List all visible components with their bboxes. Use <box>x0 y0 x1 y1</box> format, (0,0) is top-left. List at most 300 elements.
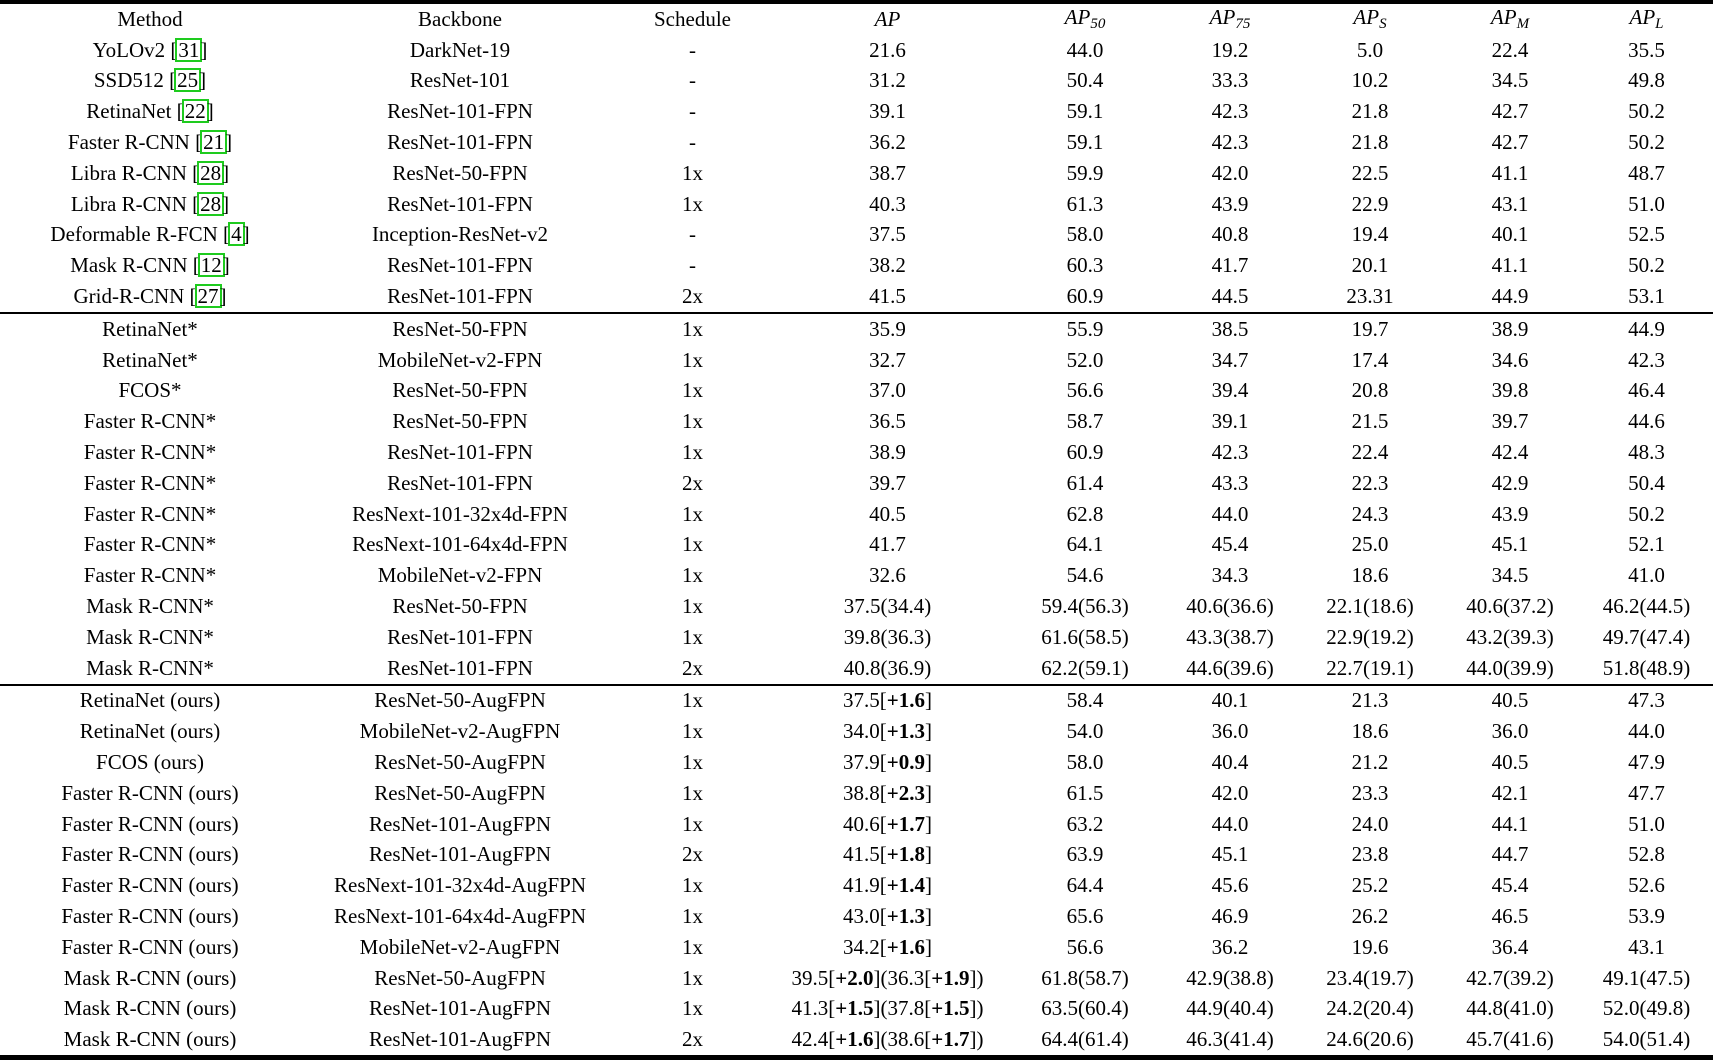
cell-ap75: 41.7 <box>1211 253 1249 278</box>
cell-ap-m: 43.2(39.3) <box>1466 624 1554 649</box>
cell-method: Faster R-CNN* <box>83 563 217 588</box>
cell-ap50: 59.1 <box>1066 99 1104 124</box>
cell-schedule: 1x <box>682 624 703 649</box>
cell-method: Faster R-CNN [21] <box>67 130 233 155</box>
cell-backbone: ResNet-50-FPN <box>392 160 528 185</box>
cell-ap: 34.2[+1.6] <box>843 934 932 959</box>
cell-ap-s: 24.3 <box>1351 501 1389 526</box>
table-row <box>0 716 1713 747</box>
cell-schedule: 2x <box>682 284 703 309</box>
table-row <box>0 437 1713 468</box>
cell-ap75: 40.6(36.6) <box>1186 594 1274 619</box>
cell-method: Mask R-CNN* <box>86 594 214 619</box>
cell-ap-l: 49.7(47.4) <box>1602 624 1691 649</box>
cell-ap50: 54.0 <box>1066 719 1104 744</box>
column-header-method: Method <box>117 6 183 31</box>
cell-backbone: ResNet-101-AugFPN <box>369 996 551 1021</box>
cell-ap-m: 44.7 <box>1491 842 1529 867</box>
cell-ap: 41.9[+1.4] <box>843 873 932 898</box>
cell-schedule: 1x <box>682 501 703 526</box>
cell-ap-m: 42.7(39.2) <box>1466 965 1554 990</box>
cell-ap50: 60.9 <box>1066 284 1104 309</box>
cell-ap-s: 22.5 <box>1351 160 1389 185</box>
column-header-ap-s: $AP_S$ <box>1353 5 1387 33</box>
cell-ap-m: 42.7 <box>1491 130 1529 155</box>
cell-ap-l: 51.8(48.9) <box>1602 655 1691 680</box>
cell-ap-s: 22.1(18.6) <box>1326 594 1414 619</box>
cell-ap50: 61.5 <box>1066 780 1104 805</box>
cell-ap-l: 52.0(49.8) <box>1602 996 1691 1021</box>
table-row <box>0 35 1713 66</box>
cell-ap50: 62.8 <box>1066 501 1104 526</box>
cell-ap-s: 21.8 <box>1351 130 1389 155</box>
cell-method: Faster R-CNN* <box>83 532 217 557</box>
cell-ap-l: 52.5 <box>1628 222 1665 247</box>
cell-ap-m: 45.7(41.6) <box>1466 1027 1554 1052</box>
cell-schedule: - <box>689 37 696 62</box>
cell-ap-m: 34.5 <box>1491 563 1529 588</box>
cell-ap: 36.5 <box>869 409 906 434</box>
cell-method: Mask R-CNN* <box>86 655 214 680</box>
cell-ap-l: 54.0(51.4) <box>1602 1027 1691 1052</box>
cell-ap-s: 22.9 <box>1351 191 1389 216</box>
cell-method: RetinaNet (ours) <box>79 719 221 744</box>
cell-schedule: 1x <box>682 750 703 775</box>
header-subscript: L <box>1655 16 1664 33</box>
table-row <box>0 747 1713 778</box>
cell-ap-s: 19.6 <box>1351 934 1389 959</box>
cell-ap50: 64.1 <box>1066 532 1104 557</box>
cell-backbone: ResNet-101-FPN <box>387 440 533 465</box>
cell-ap-s: 22.4 <box>1351 440 1389 465</box>
citation-link[interactable]: 4 <box>228 222 245 246</box>
cell-schedule: 1x <box>682 934 703 959</box>
cell-ap-l: 46.2(44.5) <box>1602 594 1691 619</box>
cell-ap-l: 44.0 <box>1628 719 1665 744</box>
citation-link[interactable]: 28 <box>197 161 224 185</box>
cell-ap: 39.5[+2.0](36.3[+1.9]) <box>791 965 984 990</box>
cell-ap-l: 44.9 <box>1628 316 1665 341</box>
cell-ap75: 43.9 <box>1211 191 1249 216</box>
cell-ap-s: 19.4 <box>1351 222 1389 247</box>
cell-ap-s: 21.3 <box>1351 688 1389 713</box>
cell-backbone: DarkNet-19 <box>409 37 511 62</box>
cell-ap75: 44.9(40.4) <box>1186 996 1274 1021</box>
cell-ap75: 44.6(39.6) <box>1186 655 1274 680</box>
cell-schedule: 1x <box>682 563 703 588</box>
cell-ap-s: 18.6 <box>1351 563 1389 588</box>
cell-ap: 40.5 <box>869 501 906 526</box>
cell-ap-m: 40.5 <box>1491 750 1529 775</box>
cell-ap50: 55.9 <box>1066 316 1104 341</box>
table-row <box>0 653 1713 685</box>
cell-ap: 37.5(34.4) <box>843 594 932 619</box>
cell-ap75: 45.6 <box>1211 873 1249 898</box>
cell-schedule: 2x <box>682 655 703 680</box>
cell-ap75: 43.3 <box>1211 470 1249 495</box>
cell-ap-m: 44.9 <box>1491 284 1529 309</box>
cell-ap-m: 34.6 <box>1491 347 1529 372</box>
cell-ap-m: 38.9 <box>1491 316 1529 341</box>
cell-ap-m: 42.9 <box>1491 470 1529 495</box>
table-row <box>0 932 1713 963</box>
cell-ap: 35.9 <box>869 316 906 341</box>
cell-schedule: 1x <box>682 378 703 403</box>
cell-ap-l: 48.7 <box>1628 160 1665 185</box>
table-row <box>0 530 1713 561</box>
cell-ap75: 44.0 <box>1211 501 1249 526</box>
cell-ap75: 42.3 <box>1211 440 1249 465</box>
cell-ap-l: 35.5 <box>1628 37 1665 62</box>
cell-backbone: ResNet-101-FPN <box>387 99 533 124</box>
citation-link[interactable]: 31 <box>175 38 202 62</box>
cell-ap-m: 42.1 <box>1491 780 1529 805</box>
table-row <box>0 468 1713 499</box>
cell-ap-l: 47.9 <box>1628 750 1665 775</box>
cell-ap75: 43.3(38.7) <box>1186 624 1274 649</box>
cell-ap75: 42.9(38.8) <box>1186 965 1274 990</box>
cell-ap75: 40.4 <box>1211 750 1249 775</box>
table-row <box>0 250 1713 281</box>
cell-method: Faster R-CNN* <box>83 409 217 434</box>
cell-backbone: ResNet-50-AugFPN <box>374 780 546 805</box>
cell-schedule: 1x <box>682 965 703 990</box>
cell-ap-m: 39.7 <box>1491 409 1529 434</box>
cell-ap50: 44.0 <box>1066 37 1104 62</box>
cell-backbone: ResNet-50-FPN <box>392 594 528 619</box>
cell-schedule: 1x <box>682 347 703 372</box>
cell-ap50: 65.6 <box>1066 904 1104 928</box>
table-row <box>0 127 1713 158</box>
cell-ap-m: 41.1 <box>1491 253 1529 278</box>
cell-ap50: 61.8(58.7) <box>1041 965 1129 990</box>
column-header-ap-l: $AP_L$ <box>1629 5 1664 33</box>
cell-ap-l: 51.0 <box>1628 191 1665 216</box>
table-row <box>0 499 1713 530</box>
cell-ap50: 63.2 <box>1066 811 1104 836</box>
cell-schedule: - <box>689 253 696 278</box>
cell-ap: 38.7 <box>869 160 906 185</box>
cell-ap-m: 44.1 <box>1491 811 1529 836</box>
cell-ap75: 34.3 <box>1211 563 1249 588</box>
cell-ap50: 58.7 <box>1066 409 1104 434</box>
cell-ap: 37.5 <box>869 222 906 247</box>
cell-ap-l: 53.9 <box>1628 904 1665 928</box>
cell-ap50: 50.4 <box>1066 68 1104 93</box>
cell-ap: 39.8(36.3) <box>843 624 932 649</box>
cell-ap: 32.6 <box>869 563 906 588</box>
cell-ap: 38.9 <box>869 440 906 465</box>
cell-schedule: 1x <box>682 996 703 1021</box>
cell-backbone: ResNet-101-FPN <box>387 655 533 680</box>
cell-ap-l: 42.3 <box>1628 347 1665 372</box>
cell-schedule: 1x <box>682 688 703 713</box>
cell-ap-s: 24.0 <box>1351 811 1389 836</box>
cell-schedule: 1x <box>682 160 703 185</box>
cell-ap50: 61.6(58.5) <box>1041 624 1129 649</box>
cell-schedule: 1x <box>682 191 703 216</box>
cell-backbone: ResNet-101-AugFPN <box>369 811 551 836</box>
cell-ap: 37.0 <box>869 378 906 403</box>
cell-backbone: ResNet-101-FPN <box>387 253 533 278</box>
cell-ap: 37.9[+0.9] <box>843 750 932 775</box>
citation-link[interactable]: 28 <box>197 192 224 216</box>
cell-ap50: 59.1 <box>1066 130 1104 155</box>
cell-schedule: 2x <box>682 842 703 867</box>
cell-method: Mask R-CNN (ours) <box>63 1027 237 1052</box>
cell-ap-s: 20.8 <box>1351 378 1389 403</box>
cell-ap-l: 50.2 <box>1628 99 1665 124</box>
cell-method: Faster R-CNN* <box>83 440 217 465</box>
cell-ap: 41.3[+1.5](37.8[+1.5]) <box>791 996 984 1021</box>
header-row <box>0 2 1713 35</box>
cell-ap-s: 22.3 <box>1351 470 1389 495</box>
cell-ap-m: 42.7 <box>1491 99 1529 124</box>
cell-ap-s: 20.1 <box>1351 253 1389 278</box>
cell-ap50: 54.6 <box>1066 563 1104 588</box>
cell-ap75: 40.8 <box>1211 222 1249 247</box>
cell-backbone: ResNext-101-64x4d-FPN <box>352 532 568 557</box>
cell-ap-s: 17.4 <box>1351 347 1389 372</box>
cell-backbone: ResNext-101-32x4d-FPN <box>352 501 568 526</box>
table-row <box>0 313 1713 345</box>
cell-ap-m: 44.8(41.0) <box>1466 996 1554 1021</box>
column-header-ap-m: $AP_M$ <box>1490 5 1530 33</box>
cell-ap-s: 25.0 <box>1351 532 1389 557</box>
cell-ap-s: 21.5 <box>1351 409 1389 434</box>
cell-ap50: 58.0 <box>1066 750 1104 775</box>
cell-ap-l: 50.4 <box>1628 470 1665 495</box>
table-row <box>0 840 1713 871</box>
cell-backbone: ResNet-101-FPN <box>387 470 533 495</box>
cell-ap: 37.5[+1.6] <box>843 688 932 713</box>
cell-backbone: ResNext-101-32x4d-AugFPN <box>334 873 586 898</box>
cell-schedule: - <box>689 130 696 155</box>
cell-ap-l: 49.8 <box>1628 68 1665 93</box>
cell-ap75: 36.2 <box>1211 934 1249 959</box>
cell-method: RetinaNet [22] <box>86 99 214 124</box>
cell-ap-m: 40.6(37.2) <box>1466 594 1554 619</box>
cell-ap50: 60.9 <box>1066 440 1104 465</box>
cell-backbone: ResNet-50-AugFPN <box>374 688 546 713</box>
cell-ap50: 52.0 <box>1066 347 1104 372</box>
cell-ap75: 46.9 <box>1211 904 1249 928</box>
table-row <box>0 66 1713 97</box>
cell-ap75: 46.3(41.4) <box>1186 1027 1274 1052</box>
cell-ap-l: 50.2 <box>1628 130 1665 155</box>
cell-method: Faster R-CNN (ours) <box>61 904 239 928</box>
cell-schedule: 1x <box>682 532 703 557</box>
cell-schedule: 1x <box>682 904 703 928</box>
column-header-ap: AP <box>874 6 901 31</box>
cell-schedule: - <box>689 222 696 247</box>
cell-schedule: 1x <box>682 873 703 898</box>
column-header-backbone: Backbone <box>418 6 502 31</box>
cell-ap50: 58.0 <box>1066 222 1104 247</box>
cell-method: SSD512 [25] <box>93 68 207 93</box>
cell-schedule: 1x <box>682 316 703 341</box>
cell-backbone: MobileNet-v2-FPN <box>377 347 543 372</box>
column-header-ap50: $AP_{50}$ <box>1064 5 1106 33</box>
cell-backbone: MobileNet-v2-AugFPN <box>359 719 561 744</box>
cell-method: YoLOv2 [31] <box>92 37 208 62</box>
cell-ap75: 44.5 <box>1211 284 1249 309</box>
citation-link[interactable]: 27 <box>195 284 222 308</box>
cell-ap-s: 25.2 <box>1351 873 1389 898</box>
table-row <box>0 96 1713 127</box>
cell-backbone: ResNet-50-AugFPN <box>374 750 546 775</box>
cell-method: Faster R-CNN (ours) <box>61 934 239 959</box>
cell-ap-m: 45.4 <box>1491 873 1529 898</box>
cell-ap50: 61.3 <box>1066 191 1104 216</box>
cell-method: FCOS (ours) <box>96 750 204 775</box>
table-row <box>0 1024 1713 1057</box>
cell-ap75: 36.0 <box>1211 719 1249 744</box>
table-row <box>0 778 1713 809</box>
cell-schedule: 1x <box>682 409 703 434</box>
column-header-ap75: $AP_{75}$ <box>1209 5 1251 33</box>
cell-ap-m: 42.4 <box>1491 440 1529 465</box>
cell-ap-s: 21.8 <box>1351 99 1389 124</box>
cell-ap: 36.2 <box>869 130 906 155</box>
cell-ap: 41.7 <box>869 532 906 557</box>
cell-ap-s: 21.2 <box>1351 750 1389 775</box>
cell-ap: 32.7 <box>869 347 906 372</box>
table-row <box>0 994 1713 1025</box>
table-row <box>0 622 1713 653</box>
table-row <box>0 189 1713 220</box>
header-subscript: 50 <box>1090 16 1106 33</box>
cell-ap-l: 48.3 <box>1628 440 1665 465</box>
cell-ap-l: 50.2 <box>1628 253 1665 278</box>
cell-ap75: 42.0 <box>1211 160 1249 185</box>
cell-ap-l: 49.1(47.5) <box>1602 965 1691 990</box>
cell-ap-m: 39.8 <box>1491 378 1529 403</box>
table-row <box>0 685 1713 717</box>
table-row <box>0 963 1713 994</box>
cell-ap50: 62.2(59.1) <box>1041 655 1129 680</box>
cell-schedule: 1x <box>682 811 703 836</box>
cell-ap-l: 52.6 <box>1628 873 1665 898</box>
cell-ap: 34.0[+1.3] <box>843 719 932 744</box>
cell-ap75: 33.3 <box>1211 68 1249 93</box>
cell-ap50: 59.9 <box>1066 160 1104 185</box>
table-row <box>0 809 1713 840</box>
cell-ap: 21.6 <box>869 37 906 62</box>
cell-ap-s: 24.2(20.4) <box>1326 996 1414 1021</box>
table-header <box>0 2 1713 35</box>
cell-ap-s: 18.6 <box>1351 719 1389 744</box>
cell-ap75: 39.1 <box>1211 409 1249 434</box>
cell-ap: 40.3 <box>869 191 906 216</box>
cell-schedule: 2x <box>682 470 703 495</box>
header-subscript: 75 <box>1235 16 1251 33</box>
cell-ap: 41.5[+1.8] <box>843 842 932 867</box>
cell-backbone: ResNet-101-FPN <box>387 191 533 216</box>
cell-backbone: MobileNet-v2-AugFPN <box>359 934 561 959</box>
cell-ap-l: 44.6 <box>1628 409 1665 434</box>
header-subscript: S <box>1379 16 1387 33</box>
cell-ap: 39.1 <box>869 99 906 124</box>
cell-method: Faster R-CNN* <box>83 501 217 526</box>
table-section-3 <box>0 685 1713 1058</box>
cell-ap: 42.4[+1.6](38.6[+1.7]) <box>791 1027 984 1052</box>
cell-method: FCOS* <box>118 378 182 403</box>
cell-backbone: ResNet-101-FPN <box>387 130 533 155</box>
cell-method: Mask R-CNN [12] <box>70 253 230 278</box>
cell-backbone: ResNet-101-FPN <box>387 284 533 309</box>
cell-ap75: 45.4 <box>1211 532 1249 557</box>
table-section-2 <box>0 313 1713 685</box>
cell-method: Faster R-CNN (ours) <box>61 842 239 867</box>
cell-ap75: 42.0 <box>1211 780 1249 805</box>
citation-link[interactable]: 12 <box>198 253 225 277</box>
cell-method: Faster R-CNN* <box>83 470 217 495</box>
cell-method: Libra R-CNN [28] <box>70 160 230 185</box>
cell-ap-m: 22.4 <box>1491 37 1529 62</box>
cell-ap-m: 43.1 <box>1491 191 1529 216</box>
cell-ap-l: 52.1 <box>1628 532 1665 557</box>
cell-ap-s: 23.8 <box>1351 842 1389 867</box>
cell-ap75: 44.0 <box>1211 811 1249 836</box>
cell-ap-s: 23.4(19.7) <box>1326 965 1414 990</box>
citation-link[interactable]: 21 <box>200 130 227 154</box>
cell-ap50: 63.5(60.4) <box>1041 996 1129 1021</box>
cell-schedule: 2x <box>682 1027 703 1052</box>
cell-ap-m: 36.0 <box>1491 719 1529 744</box>
header-subscript: M <box>1516 16 1530 33</box>
table-row <box>0 220 1713 251</box>
cell-backbone: ResNet-101 <box>409 68 511 93</box>
cell-backbone: MobileNet-v2-FPN <box>377 563 543 588</box>
cell-backbone: ResNet-101-AugFPN <box>369 842 551 867</box>
cell-ap-m: 40.5 <box>1491 688 1529 713</box>
column-header-schedule: Schedule <box>654 6 731 31</box>
cell-ap-m: 36.4 <box>1491 934 1529 959</box>
table-row <box>0 406 1713 437</box>
cell-ap75: 34.7 <box>1211 347 1249 372</box>
table-row <box>0 345 1713 376</box>
cell-ap75: 42.3 <box>1211 130 1249 155</box>
cell-ap50: 64.4(61.4) <box>1041 1027 1129 1052</box>
cell-ap-s: 23.3 <box>1351 780 1389 805</box>
cell-ap-m: 41.1 <box>1491 160 1529 185</box>
table-row <box>0 870 1713 901</box>
cell-ap-s: 26.2 <box>1351 904 1389 928</box>
cell-ap-s: 22.9(19.2) <box>1326 624 1414 649</box>
cell-ap-s: 24.6(20.6) <box>1326 1027 1414 1052</box>
cell-schedule: 1x <box>682 719 703 744</box>
cell-schedule: 1x <box>682 440 703 465</box>
cell-ap75: 38.5 <box>1211 316 1249 341</box>
cell-backbone: ResNet-50-FPN <box>392 316 528 341</box>
cell-method: Libra R-CNN [28] <box>70 191 230 216</box>
cell-ap50: 60.3 <box>1066 253 1104 278</box>
cell-backbone: ResNet-50-FPN <box>392 378 528 403</box>
cell-ap-m: 46.5 <box>1491 904 1529 928</box>
cell-backbone: ResNet-50-FPN <box>392 409 528 434</box>
citation-link[interactable]: 25 <box>174 68 201 92</box>
cell-backbone: ResNet-50-AugFPN <box>374 965 546 990</box>
cell-ap: 38.8[+2.3] <box>843 780 932 805</box>
cell-ap-l: 47.7 <box>1628 780 1665 805</box>
cell-method: RetinaNet (ours) <box>79 688 221 713</box>
citation-link[interactable]: 22 <box>182 99 209 123</box>
cell-ap50: 56.6 <box>1066 934 1104 959</box>
cell-ap50: 63.9 <box>1066 842 1104 867</box>
cell-ap: 39.7 <box>869 470 906 495</box>
table-row <box>0 281 1713 313</box>
